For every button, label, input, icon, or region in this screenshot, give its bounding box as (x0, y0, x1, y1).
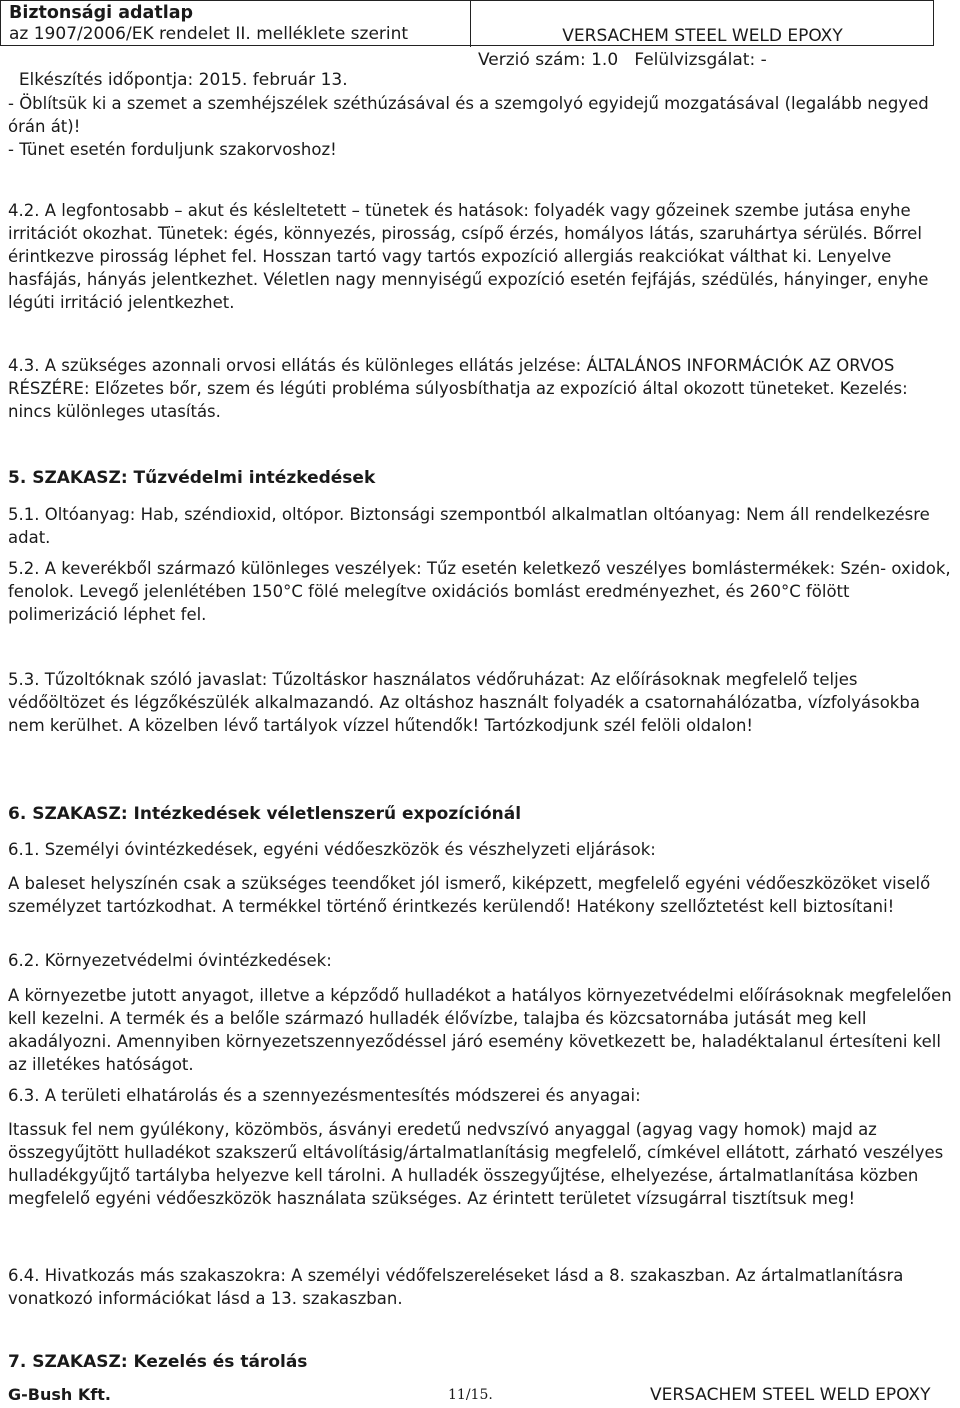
document-header (0, 0, 934, 46)
paragraph-specialist: - Tünet esetén forduljunk szakorvoshoz! (8, 140, 337, 159)
paragraph-eye-rinse: - Öblítsük ki a szemet a szemhéjszélek széthúzásával és a szemgolyó egyidejű mozgatásával (legalább negyed órán át)! (8, 94, 929, 136)
header-product-name: VERSACHEM STEEL WELD EPOXY (562, 26, 843, 46)
section-5-heading: 5. SZAKASZ: Tűzvédelmi intézkedések (8, 468, 376, 488)
footer-company: G-Bush Kft. (8, 1385, 111, 1404)
paragraph-5-1: 5.1. Oltóanyag: Hab, széndioxid, oltópor. Biztonsági szempontból alkalmatlan oltóanyag: Nem áll rendelkezésre adat. (8, 505, 930, 547)
header-subtitle: az 1907/2006/EK rendelet II. melléklete szerint (9, 24, 409, 44)
footer-page-number: 11/15. (448, 1387, 493, 1403)
paragraph-6-3-body: Itassuk fel nem gyúlékony, közömbös, ásványi eredetű nedvszívó anyaggal (agyag vagy homok) majd az összegyűjtött hulladékot szakszerű eltávolításig/ártalmatlanításig megfelelő, címkével ellátott, zárható veszélyes hulladékgyűjtő tartályba helyezve kell tárolni. A hulladék összegyűjtése, elhelyezése, ártalmatlanítása közben megfelelő egyéni védőeszközök használata szükséges. Az érintett területet vízsugárral tisztítsuk meg! (8, 1120, 944, 1208)
paragraph-6-2-title: 6.2. Környezetvédelmi óvintézkedések: (8, 951, 332, 970)
paragraph-5-2: 5.2. A keverékből származó különleges veszélyek: Tűz esetén keletkező veszélyes bomlástermékek: Szén- oxidok, fenolok. Levegő jelenlétében 150°C fölé melegítve oxidációs bomlást eredményezhet, és 260°C fölött polimerizáció léphet fel. (8, 559, 951, 624)
footer-product: VERSACHEM STEEL WELD EPOXY (650, 1385, 931, 1405)
section-7-heading: 7. SZAKASZ: Kezelés és tárolás (8, 1352, 308, 1372)
paragraph-6-1-title: 6.1. Személyi óvintézkedések, egyéni védőeszközök és vészhelyzeti eljárások: (8, 840, 656, 859)
paragraph-4-3: 4.3. A szükséges azonnali orvosi ellátás és különleges ellátás jelzése: ÁLTALÁNOS INFORMÁCIÓK AZ ORVOS RÉSZÉRE: Előzetes bőr, szem és légúti probléma súlyosbíthatja az expozíció által okozott tüneteket. Kezelés: nincs különleges utasítás. (8, 356, 908, 421)
version-info: Verzió szám: 1.0 Felülvizsgálat: - (478, 50, 767, 70)
paragraph-6-4: 6.4. Hivatkozás más szakaszokra: A személyi védőfelszereléseket lásd a 8. szakaszban. Az ártalmatlanításra vonatkozó információkat lásd a 13. szakaszban. (8, 1266, 904, 1308)
header-right-cell (471, 1, 934, 47)
section-6-heading: 6. SZAKASZ: Intézkedések véletlenszerű expozíciónál (8, 804, 522, 824)
paragraph-4-2: 4.2. A legfontosabb – akut és késleltetett – tünetek és hatások: folyadék vagy gőzeinek szembe jutása enyhe irritációt okozhat. Tünetek: égés, könnyezés, pirosság, csípő érzés, homályos látás, szaruhártya sérülés. Bőrrel érintkezve pirosság léphet fel. Hosszan tartó vagy tartós expozíció allergiás reakciókat válthat ki. Lenyelve hasfájás, hányás jelentkezhet. Véletlen nagy mennyiségű expozíció esetén fejfájás, szédülés, hányinger, enyhe légúti irritáció jelentkezhet. (8, 201, 929, 312)
header-left-cell (1, 1, 471, 47)
paragraph-6-3-title: 6.3. A területi elhatárolás és a szennyezésmentesítés módszerei és anyagai: (8, 1086, 641, 1105)
paragraph-6-1-body: A baleset helyszínén csak a szükséges teendőket jól ismerő, kiképzett, megfelelő egyéni védőeszközöket viselő személyzet tartózkodhat. A termékkel történő érintkezés kerülendő! Hatékony szellőztetést kell biztosítani! (8, 874, 931, 916)
header-title: Biztonsági adatlap (9, 3, 194, 23)
paragraph-6-2-body: A környezetbe jutott anyagot, illetve a képződő hulladékot a hatályos környezetvédelmi előírásoknak megfelelően kell kezelni. A termék és a belőle származó hulladék élővízbe, talajba és közcsatornába jutását meg kell akadályozni. Amennyiben környezetszennyeződéssel járó esemény következett be, haladéktalanul értesíteni kell az illetékes hatóságot. (8, 986, 952, 1074)
paragraph-5-3: 5.3. Tűzoltóknak szóló javaslat: Tűzoltáskor használatos védőruházat: Az előírásoknak megfelelő teljes védőöltözet és légzőkészülék alkalmazandó. Az oltáshoz használt folyadék a csatornahálózatba, vízfolyásokba nem kerülhet. A közelben lévő tartályok vízzel hűtendők! Tartózkodjunk szél felöli oldalon! (8, 670, 920, 735)
prepared-date: Elkészítés időpontja: 2015. február 13. (18, 70, 348, 90)
